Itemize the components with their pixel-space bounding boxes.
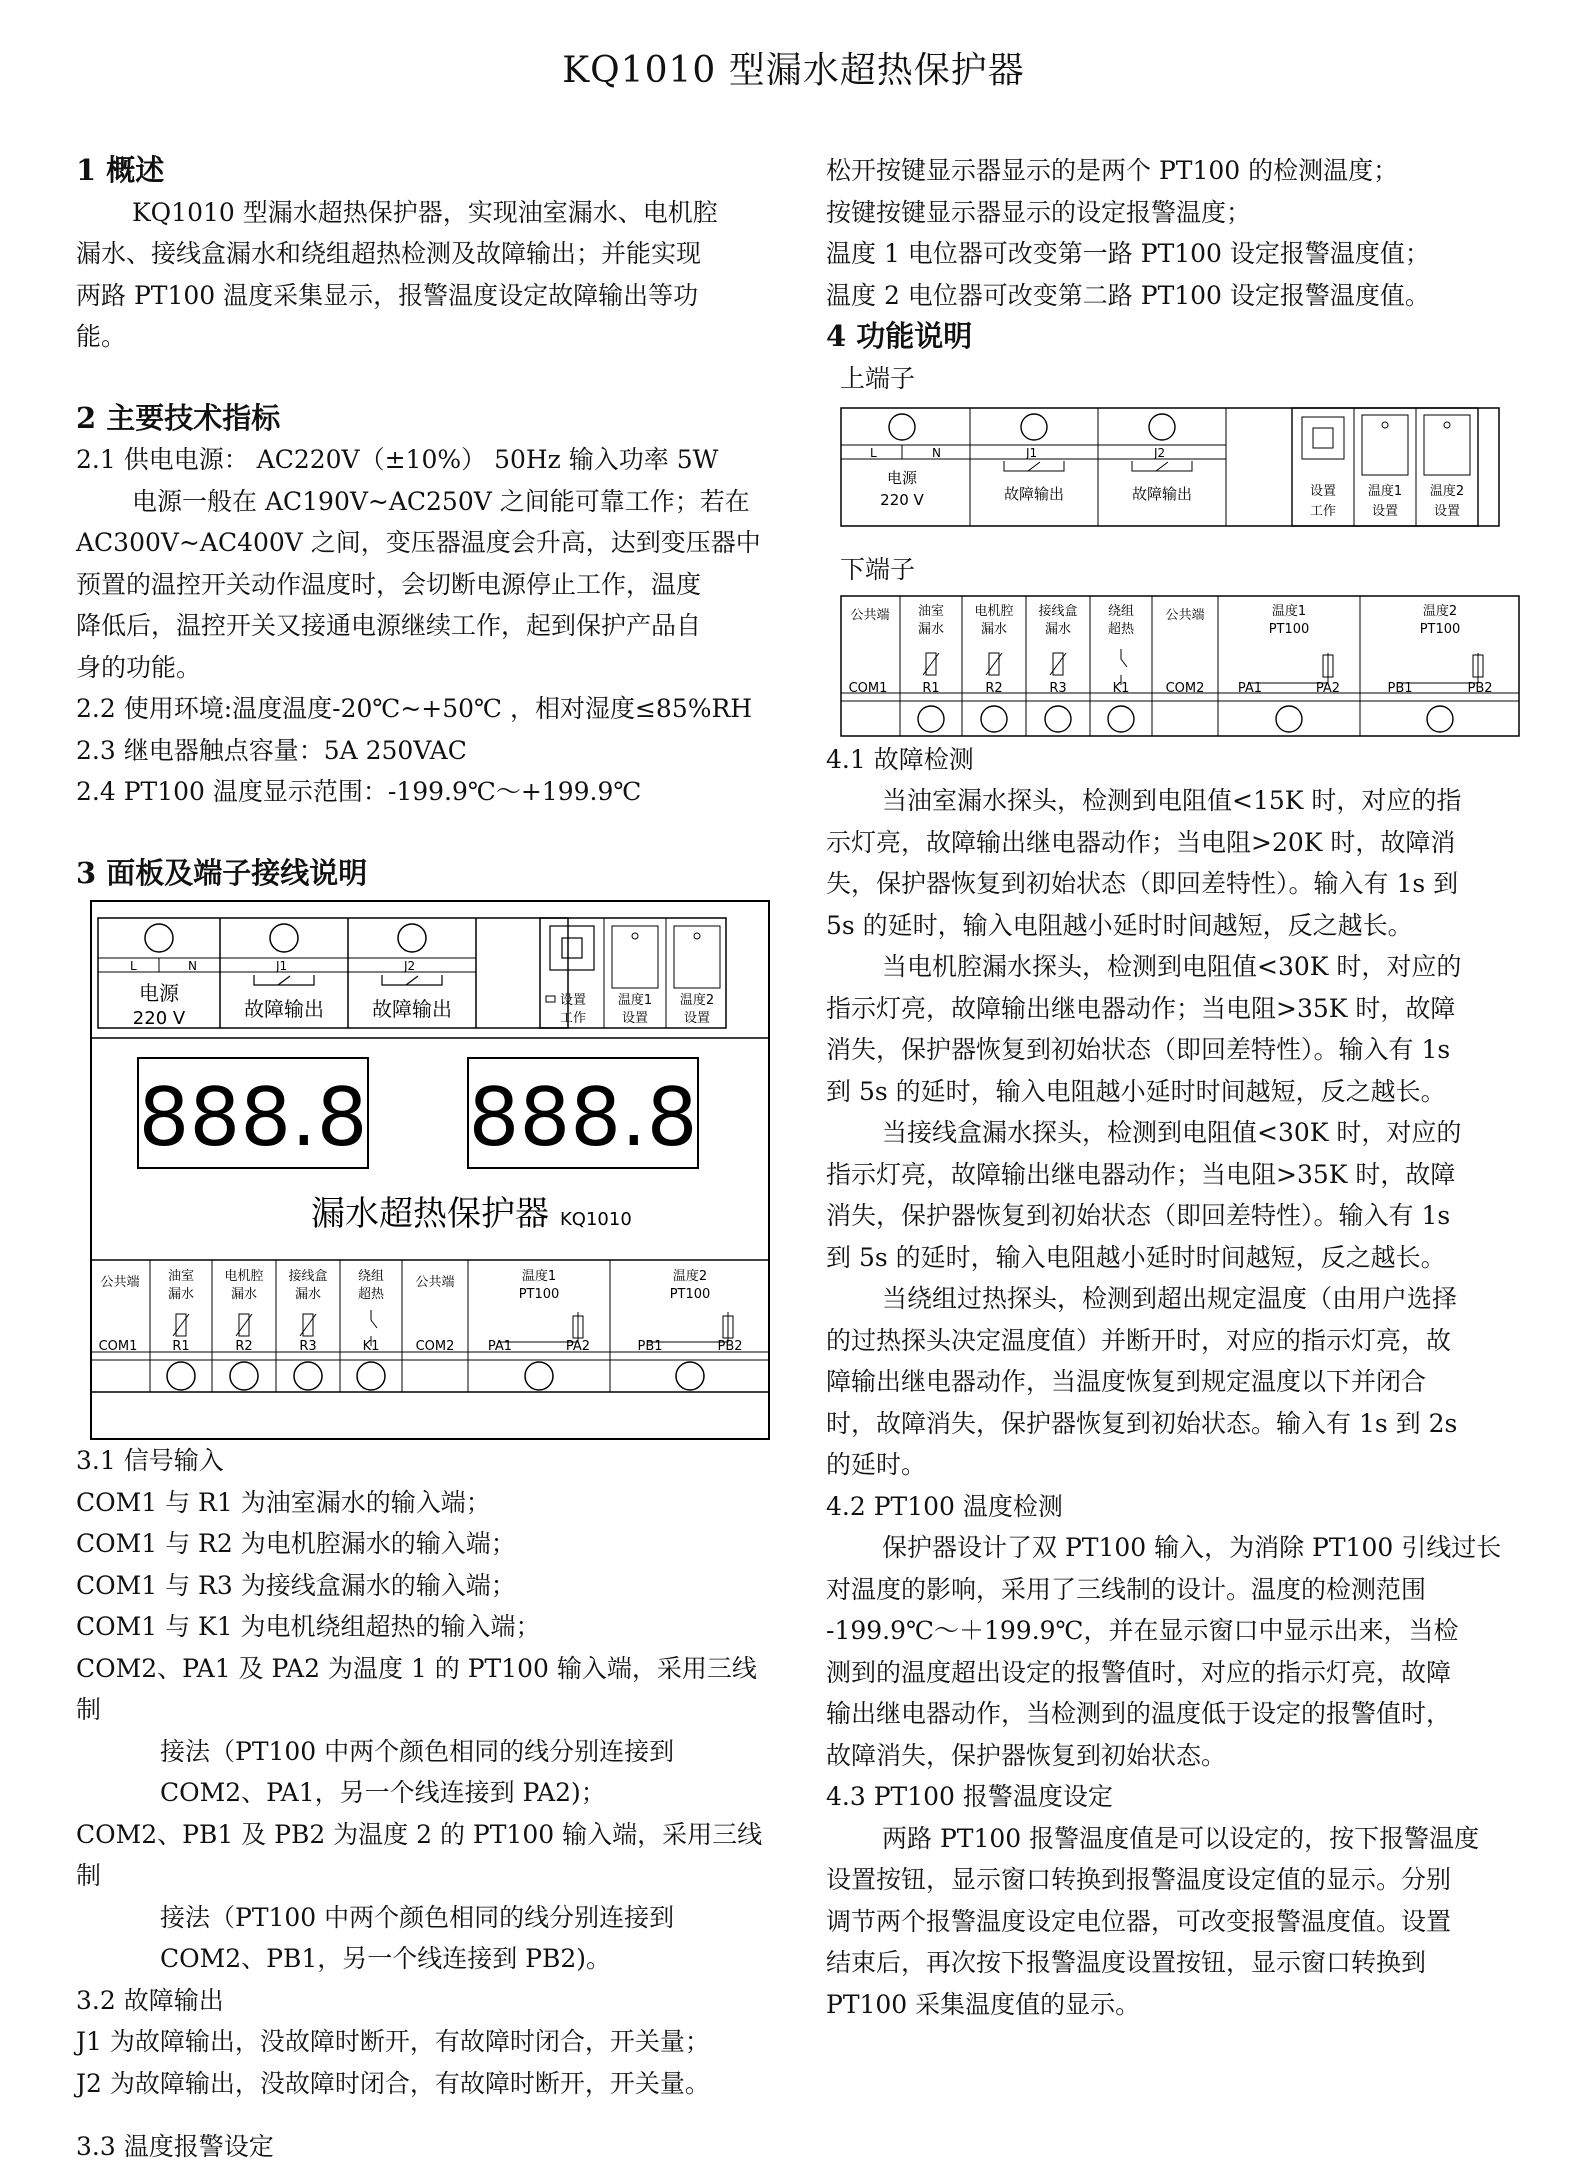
b-PB2: PB2	[1467, 680, 1493, 696]
top-terminal-heading: 上端子	[840, 363, 916, 393]
top-power: 电源	[886, 469, 918, 487]
b-R2: R2	[985, 680, 1003, 696]
top-voltage: 220 V	[880, 491, 924, 509]
p41-line: 消失，保护器恢复到初始状态（即回差特性）。输入有 1s	[826, 1201, 1451, 1230]
temp2-set-label-a: 温度2	[679, 993, 715, 1008]
box-label-b: 漏水	[294, 1287, 322, 1302]
terminal-N-label: N	[188, 959, 197, 973]
alarm-line: 温度 2 电位器可改变第二路 PT100 设定报警温度值。	[826, 280, 1430, 310]
heading-4-2: 4.2 PT100 温度检测	[826, 1491, 1063, 1521]
p43-line: 结束后，再次按下报警温度设置按钮，显示窗口转换到	[826, 1948, 1427, 1977]
p41-line: 示灯亮，故障输出继电器动作；当电阻>20K 时，故障消	[826, 827, 1456, 857]
pb-line: 接法（PT100 中两个颜色相同的线分别连接到	[160, 1902, 675, 1932]
terminal-COM2: COM2	[415, 1339, 455, 1354]
top-t2a: 温度2	[1429, 484, 1465, 499]
p41-line: 当接线盒漏水探头，检测到电阻值<30K 时，对应的	[882, 1118, 1462, 1147]
terminal-J1-label: J1	[276, 959, 288, 973]
alarm-line: 按键按键显示器显示的设定报警温度；	[826, 197, 1252, 227]
p41-line: 指示灯亮，故障输出继电器动作；当电阻>35K 时，故障	[826, 993, 1456, 1023]
oil-label-b: 漏水	[167, 1287, 195, 1302]
spec-para-line: 身的功能。	[76, 652, 202, 682]
power-voltage: 220 V	[132, 1008, 186, 1029]
p41-line: 时，故障消失，保护器恢复到初始状态。输入有 1s 到 2s	[826, 1408, 1458, 1438]
right-column	[826, 150, 1526, 2025]
spec-power: 2.1 供电电源： AC220V（±10%） 50Hz 输入功率 5W	[76, 445, 719, 474]
motor-label-a: 电机腔	[224, 1269, 264, 1284]
b-common-2: 公共端	[1165, 607, 1205, 623]
pb-line: COM2、PB1，另一个线连接到 PB2)。	[160, 1944, 612, 1973]
set-button-label: 设置	[560, 993, 587, 1008]
b-PA1: PA1	[1237, 680, 1263, 696]
top-terminal-diagram	[840, 407, 1500, 527]
oil-label-a: 油室	[167, 1269, 195, 1284]
section-4-heading: 4 功能说明	[826, 319, 973, 353]
document-title: KQ1010 型漏水超热保护器	[562, 50, 1025, 91]
input-line: COM1 与 R1 为油室漏水的输入端；	[76, 1487, 491, 1517]
b-temp1: 温度1	[1271, 603, 1307, 619]
p42-line: 保护器设计了双 PT100 输入，为消除 PT100 引线过长	[882, 1533, 1502, 1562]
p43-line: 设置按钮，显示窗口转换到报警温度设定值的显示。分别	[826, 1865, 1452, 1894]
pa-line: 接法（PT100 中两个颜色相同的线分别连接到	[160, 1736, 675, 1766]
s1-line: 两路 PT100 温度采集显示，报警温度设定故障输出等功	[76, 280, 699, 310]
b-oil-b: 漏水	[917, 621, 945, 637]
input-line: COM1 与 K1 为电机绕组超热的输入端；	[76, 1612, 541, 1641]
top-J2: J2	[1154, 446, 1166, 460]
pt100-1-label: PT100	[518, 1287, 560, 1302]
section-2-heading: 2 主要技术指标	[76, 400, 281, 435]
p41-line: 5s 的延时，输入电阻越小延时时间越短，反之越长。	[826, 910, 1413, 940]
fault-output-1-label: 故障输出	[244, 997, 324, 1021]
terminal-R1: R1	[172, 1339, 190, 1354]
b-R1: R1	[922, 680, 940, 696]
bottom-terminal-diagram	[840, 595, 1520, 739]
heading-3-1: 3.1 信号输入	[76, 1446, 224, 1475]
b-pt100-1: PT100	[1268, 621, 1310, 637]
power-label: 电源	[139, 981, 179, 1005]
work-led-label: 工作	[560, 1011, 587, 1026]
temp2-label: 温度2	[672, 1269, 708, 1284]
terminal-PB2: PB2	[717, 1339, 743, 1354]
terminal-R2: R2	[235, 1339, 253, 1354]
panel-diagram	[90, 900, 770, 1440]
winding-label-b: 超热	[357, 1287, 385, 1302]
b-PA2: PA2	[1315, 680, 1341, 696]
p42-line: -199.9℃～＋199.9℃，并在显示窗口中显示出来，当检	[826, 1616, 1459, 1645]
s1-line: 漏水、接线盒漏水和绕组超热检测及故障输出；并能实现	[76, 239, 702, 268]
b-COM2: COM2	[1165, 680, 1205, 696]
pt100-2-label: PT100	[669, 1287, 711, 1302]
terminal-J2-label: J2	[404, 959, 416, 973]
b-K1: K1	[1112, 680, 1130, 696]
top-L: L	[870, 446, 877, 460]
p41-line: 障输出继电器动作，当温度恢复到规定温度以下并闭合	[826, 1367, 1427, 1396]
b-temp2: 温度2	[1422, 603, 1458, 619]
top-fault-1: 故障输出	[1003, 485, 1065, 503]
pb-line: COM2、PB1 及 PB2 为温度 2 的 PT100 输入端，采用三线制	[76, 1819, 763, 1890]
pa-line: COM2、PA1，另一个线连接到 PA2)；	[160, 1778, 606, 1807]
alarm-line: 温度 1 电位器可改变第一路 PT100 设定报警温度值；	[826, 239, 1430, 268]
p41-line: 的过热探头决定温度值）并断开时，对应的指示灯亮，故	[826, 1325, 1452, 1355]
temp1-set-label-b: 设置	[621, 1011, 649, 1026]
p43-line: 两路 PT100 报警温度值是可以设定的，按下报警温度	[882, 1823, 1480, 1853]
spec-para-line: 电源一般在 AC190V~AC250V 之间能可靠工作；若在	[132, 486, 750, 516]
top-J1: J1	[1026, 446, 1038, 460]
display-temp-2: 888.8	[468, 1071, 698, 1164]
p41-line: 指示灯亮，故障输出继电器动作；当电阻>35K 时，故障	[826, 1159, 1456, 1189]
common-2-label: 公共端	[415, 1275, 455, 1290]
terminal-PA1: PA1	[487, 1339, 513, 1354]
spec-para-line: AC300V~AC400V 之间，变压器温度会升高，达到变压器中	[76, 528, 761, 557]
top-fault-2: 故障输出	[1131, 485, 1193, 503]
heading-3-2: 3.2 故障输出	[76, 1985, 224, 2015]
top-t1a: 温度1	[1367, 484, 1403, 499]
top-t2b: 设置	[1433, 504, 1461, 519]
s1-line: KQ1010 型漏水超热保护器，实现油室漏水、电机腔	[132, 197, 718, 227]
s1-line: 能。	[76, 322, 127, 351]
b-R3: R3	[1049, 680, 1067, 696]
heading-4-1: 4.1 故障检测	[826, 744, 974, 774]
b-motor-b: 漏水	[980, 621, 1008, 637]
temp1-set-label-a: 温度1	[617, 993, 653, 1008]
p43-line: PT100 采集温度值的显示。	[826, 1989, 1141, 2019]
temp1-label: 温度1	[521, 1269, 557, 1284]
display-temp-1: 888.8	[138, 1071, 368, 1164]
b-wind-b: 超热	[1107, 621, 1135, 637]
p41-line: 到 5s 的延时，输入电阻越小延时时间越短，反之越长。	[826, 1242, 1446, 1272]
p42-line: 对温度的影响，采用了三线制的设计。温度的检测范围	[826, 1574, 1427, 1604]
p42-line: 测到的温度超出设定的报警值时，对应的指示灯亮，故障	[826, 1657, 1452, 1687]
spec-para-line: 预置的温控开关动作温度时，会切断电源停止工作，温度	[76, 569, 702, 599]
j1-line: J1 为故障输出，没故障时断开，有故障时闭合，开关量；	[76, 2027, 710, 2056]
p43-line: 调节两个报警温度设定电位器，可改变报警温度值。设置	[826, 1906, 1452, 1936]
left-column	[76, 150, 776, 2168]
heading-4-3: 4.3 PT100 报警温度设定	[826, 1782, 1113, 1811]
p41-line: 当电机腔漏水探头，检测到电阻值<30K 时，对应的	[882, 952, 1462, 981]
b-pt100-2: PT100	[1419, 621, 1461, 637]
pa-line: COM2、PA1 及 PA2 为温度 1 的 PT100 输入端，采用三线制	[76, 1653, 757, 1724]
spec-environment: 2.2 使用环境:温度温度-20℃~+50℃ ，相对湿度≤85%RH	[76, 694, 753, 723]
top-set: 设置	[1310, 484, 1337, 499]
j2-line: J2 为故障输出，没故障时闭合，有故障时断开，开关量。	[76, 2068, 710, 2098]
b-box-a: 接线盒	[1038, 603, 1078, 619]
spec-range: 2.4 PT100 温度显示范围：-199.9℃～+199.9℃	[76, 777, 642, 806]
section-1-heading: 1 概述	[76, 153, 165, 187]
p41-line: 消失，保护器恢复到初始状态（即回差特性）。输入有 1s	[826, 1035, 1451, 1064]
p41-line: 当绕组过热探头，检测到超出规定温度（由用户选择	[882, 1284, 1458, 1313]
common-label: 公共端	[100, 1275, 140, 1290]
input-line: COM1 与 R3 为接线盒漏水的输入端；	[76, 1570, 516, 1600]
top-N: N	[932, 446, 941, 460]
p41-line: 当油室漏水探头，检测到电阻值<15K 时，对应的指	[882, 786, 1462, 815]
terminal-L-label: L	[130, 959, 137, 973]
temp2-set-label-b: 设置	[683, 1011, 711, 1026]
input-line: COM1 与 R2 为电机腔漏水的输入端；	[76, 1529, 516, 1558]
product-name: 漏水超热保护器	[311, 1194, 549, 1234]
section-3-heading: 3 面板及端子接线说明	[76, 855, 368, 890]
bottom-terminal-heading: 下端子	[840, 555, 916, 584]
top-work: 工作	[1310, 504, 1337, 519]
winding-label-a: 绕组	[357, 1269, 385, 1284]
terminal-R3: R3	[299, 1339, 317, 1354]
p42-line: 输出继电器动作，当检测到的温度低于设定的报警值时，	[826, 1699, 1452, 1728]
b-COM1: COM1	[848, 680, 888, 696]
b-PB1: PB1	[1387, 680, 1413, 696]
b-box-b: 漏水	[1044, 621, 1072, 637]
box-label-a: 接线盒	[288, 1269, 328, 1284]
product-model: KQ1010	[560, 1209, 632, 1230]
terminal-COM1: COM1	[98, 1339, 138, 1354]
terminal-PA2: PA2	[565, 1339, 591, 1354]
heading-3-3: 3.3 温度报警设定	[76, 2132, 274, 2161]
p41-line: 到 5s 的延时，输入电阻越小延时时间越短，反之越长。	[826, 1076, 1446, 1106]
fault-output-2-label: 故障输出	[372, 997, 452, 1021]
p42-line: 故障消失，保护器恢复到初始状态。	[826, 1740, 1227, 1770]
b-wind-a: 绕组	[1107, 603, 1135, 619]
spec-para-line: 降低后，温控开关又接通电源继续工作，起到保护产品自	[76, 611, 702, 640]
p41-line: 失，保护器恢复到初始状态（即回差特性）。输入有 1s 到	[826, 869, 1459, 898]
motor-label-b: 漏水	[230, 1287, 258, 1302]
b-motor-a: 电机腔	[974, 603, 1014, 619]
terminal-PB1: PB1	[637, 1339, 663, 1354]
b-common: 公共端	[850, 607, 890, 623]
b-oil-a: 油室	[917, 603, 945, 619]
alarm-line: 松开按键显示器显示的是两个 PT100 的检测温度；	[826, 156, 1399, 185]
p41-line: 的延时。	[826, 1450, 927, 1479]
top-t1b: 设置	[1371, 504, 1399, 519]
terminal-K1: K1	[362, 1339, 380, 1354]
spec-relay: 2.3 继电器触点容量：5A 250VAC	[76, 735, 467, 765]
